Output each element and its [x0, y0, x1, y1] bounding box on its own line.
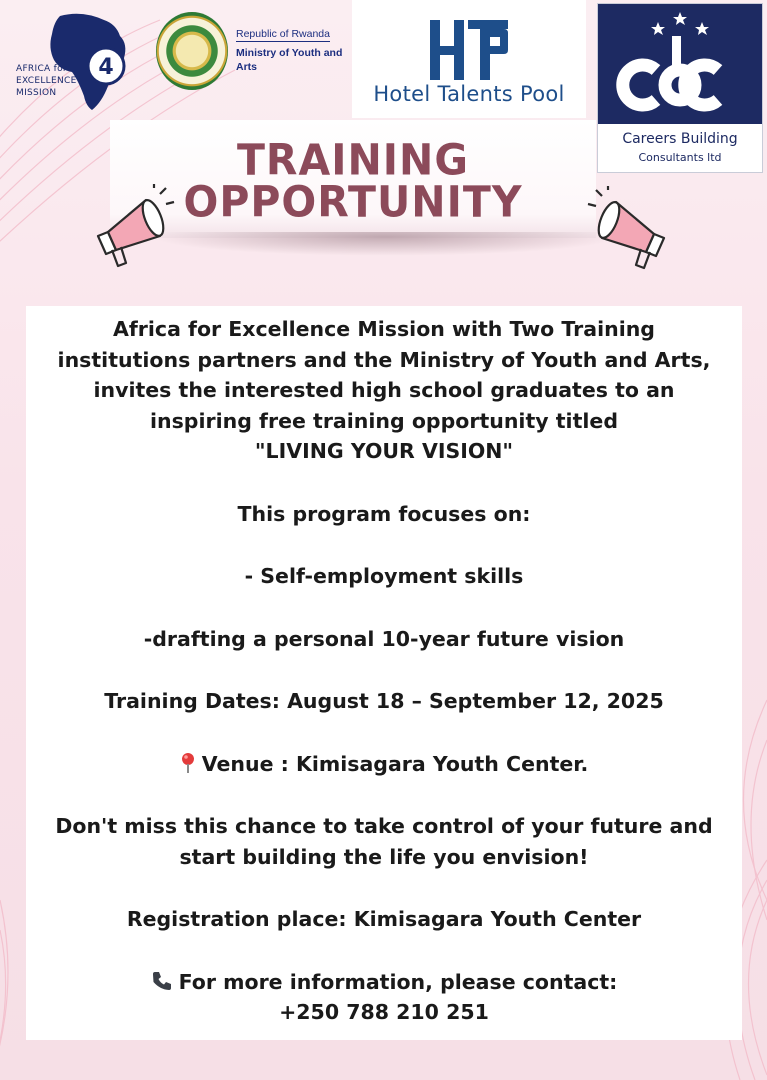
- title-line-2: OPPORTUNITY: [183, 176, 523, 228]
- announcement-card: [26, 306, 742, 1040]
- focus-item-1: - Self-employment skills: [244, 564, 524, 588]
- a4e-label-1: AFRICA for: [16, 64, 67, 74]
- rwanda-country-label: Republic of Rwanda: [236, 28, 330, 40]
- cbc-sub: Consultants ltd: [638, 151, 722, 164]
- megaphone-right-icon: [584, 186, 674, 276]
- focus-item-2: -drafting a personal 10-year future vision: [143, 626, 625, 651]
- megaphone-left-icon: [88, 184, 178, 274]
- svg-text:4: 4: [98, 55, 114, 80]
- phone-number: +250 788 210 251: [279, 1000, 489, 1024]
- rwanda-ministry-logo: [152, 12, 352, 92]
- cta-text: Don't miss this chance to take control of your future and start building the life you envision!: [55, 814, 713, 869]
- htp-monogram-icon: [430, 16, 508, 82]
- hotel-talents-pool-logo: [352, 0, 586, 118]
- contact-text: For more information, please contact:: [178, 969, 618, 994]
- cbc-brand-box: [598, 4, 762, 124]
- phone-icon: [151, 970, 173, 992]
- cbc-monogram-icon: [598, 4, 762, 124]
- cbc-logo: [597, 3, 763, 173]
- intro-text: Africa for Excellence Mission with Two Training institutions partners and the Ministry of Youth and Arts, invites the interested high school graduates to an inspiring free training opportunity titled: [57, 317, 711, 433]
- rwanda-seal-icon: [156, 12, 228, 90]
- focus-heading: This program focuses on:: [237, 501, 531, 526]
- cbc-name: Careers Building: [622, 131, 738, 147]
- venue-line: [48, 749, 720, 780]
- program-title: "LIVING YOUR VISION": [254, 439, 514, 463]
- registration-text: Registration place: Kimisagara Youth Center: [126, 907, 642, 931]
- title-shadow: [150, 232, 620, 256]
- rwanda-ministry-label: Ministry of Youth and Arts: [236, 47, 343, 73]
- a4e-label-2: EXCELLENCE: [16, 76, 77, 86]
- africa-excellence-logo: [12, 10, 142, 115]
- title-line-1: TRAINING: [236, 134, 470, 186]
- a4e-label-3: MISSION: [16, 88, 57, 98]
- htp-name: Hotel Talents Pool: [373, 82, 565, 106]
- venue-text: Venue : Kimisagara Youth Center.: [201, 751, 589, 776]
- pin-icon: [180, 752, 196, 774]
- training-dates: Training Dates: August 18 – September 12, 2025: [104, 689, 664, 713]
- contact-line: [48, 967, 720, 998]
- africa-map-icon: [12, 10, 142, 115]
